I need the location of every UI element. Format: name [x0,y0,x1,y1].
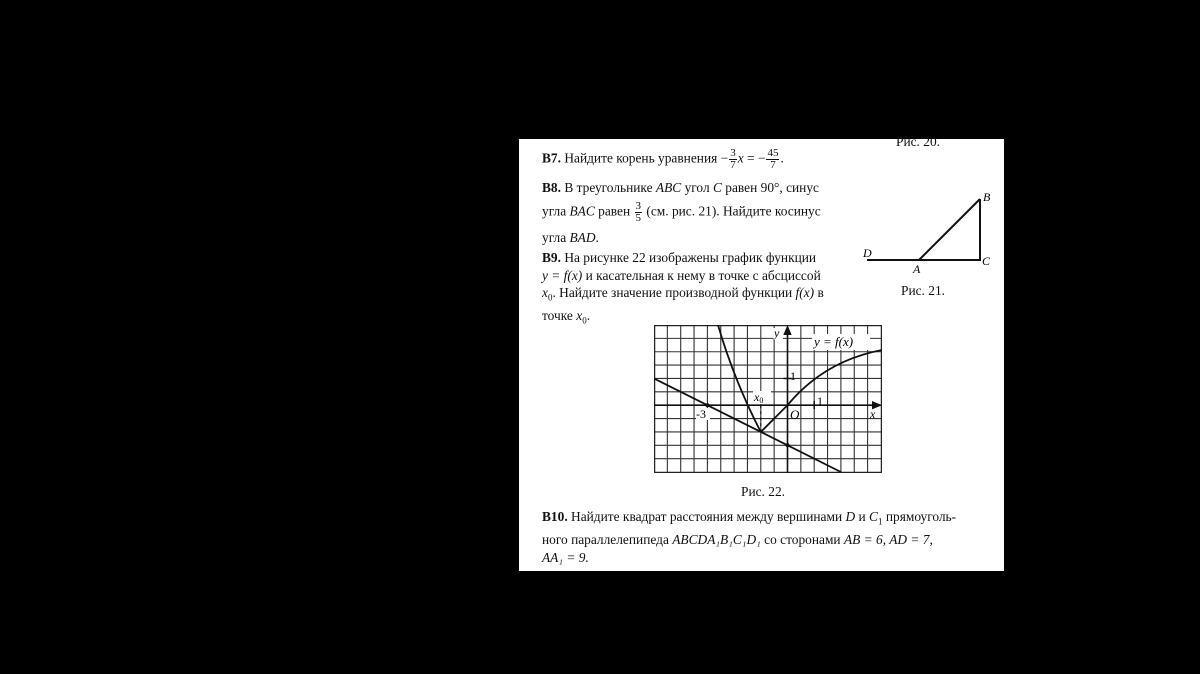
problem-b10 [542,508,956,566]
y-tick-label: 1 [790,369,796,383]
fig21-triangle-diagram [859,189,999,289]
point-neg3 [705,403,709,407]
b8-math: BAD [569,230,596,245]
b9-text: На рисунке 22 изображены график функции [564,250,817,265]
b10-sub: 1 [877,516,883,527]
b10-math: ABCDA₁B₁C₁D₁ [672,532,761,548]
b8-text: В треугольнике [564,180,653,195]
b9-label: B9. [542,250,561,265]
problem-b8-line2 [542,201,821,224]
b8-text: угол [684,180,710,195]
b8-math: ABC [655,180,682,195]
b7-frac2-num: 45 [767,147,779,159]
b9-line1 [542,249,824,267]
b8-frac-den: 5 [635,212,642,224]
b7-var: x [737,150,744,166]
b10-text: ного параллелепипеда [542,532,669,548]
problem-b8-line3 [542,228,599,247]
x-axis-label: x [870,407,876,421]
b7-text: Найдите корень уравнения [564,150,718,166]
origin-label: O [790,407,800,422]
b9-math: y = f(x) [542,267,583,283]
b8-frac-num: 3 [635,200,642,212]
b7-end: . [780,150,784,166]
b8-fraction [635,201,643,224]
y-axis-arrow-icon [783,325,791,335]
b7-label: B7. [542,150,561,166]
b10-text: Найдите квадрат расстояния между вершинами [571,509,843,524]
b8-math: C [713,180,722,195]
b10-text: прямоуголь- [885,509,957,524]
point-tangent-y-intercept [786,443,790,447]
textbook-page [519,134,1004,571]
b8-math: BAC [569,203,595,219]
b10-label: B10. [542,509,568,524]
func-label: y = f(x) [814,334,854,349]
problem-b8-line1 [542,178,819,197]
label-d: D [863,246,872,260]
b10-math: D [845,509,856,524]
function-curve-right [761,350,882,432]
y-axis-label: y [774,326,780,340]
b9-math: x [542,285,548,300]
b8-text: равен [598,203,631,219]
b9-line2 [542,267,824,285]
b10-line1 [542,508,956,531]
b8-text: угла [542,203,567,219]
fig21-caption: Рис. 21. [901,283,945,298]
b8-text: угла [542,230,567,245]
b10-text: и [858,509,866,524]
b9-text: и касательная к нему в точке с абсциссой [585,267,821,283]
b7-frac1-den: 7 [730,159,736,171]
label-c: C [982,254,991,268]
b7-frac2-den: 7 [770,159,776,171]
b9-sub: 0 [582,315,587,326]
line-ab [919,199,980,260]
b10-text: со сторонами [764,532,841,548]
problem-b9 [542,249,824,330]
b7-fraction-1 [729,148,737,171]
fig20-caption: Рис. 20. [896,134,940,149]
b8-text: . [595,230,599,245]
b10-math: AA₁ = 9. [542,549,589,565]
b10-line3 [542,549,956,567]
b9-text: . Найдите значение производной функции [552,285,793,300]
b9-text: точке [542,308,573,324]
b7-frac1-num: 3 [730,147,736,159]
b7-minus: − [720,150,729,166]
b9-text: в [817,285,824,300]
b10-line2 [542,531,956,549]
fig22-function-graph [654,325,882,473]
b9-text: . [586,308,591,324]
label-a: A [913,262,921,276]
problem-b7 [542,148,784,171]
b10-math: C [869,509,878,524]
b8-text: (см. рис. 21). Найдите косинус [646,203,821,219]
b7-eq: = − [743,150,766,166]
b9-math: f(x) [795,285,815,300]
b8-label: B8. [542,180,561,195]
b7-fraction-2 [766,148,779,171]
b9-sub: 0 [547,292,553,303]
b10-math: AB = 6, AD = 7, [843,532,933,548]
label-b: B [983,190,991,204]
b9-math: x [576,308,583,324]
b8-text: равен 90°, синус [725,180,819,195]
neg3-label: -3 [696,407,706,421]
x0-label: x0 [754,390,764,405]
b9-line3 [542,284,824,307]
fig22-caption: Рис. 22. [741,484,785,499]
x-tick-label: 1 [817,394,823,408]
